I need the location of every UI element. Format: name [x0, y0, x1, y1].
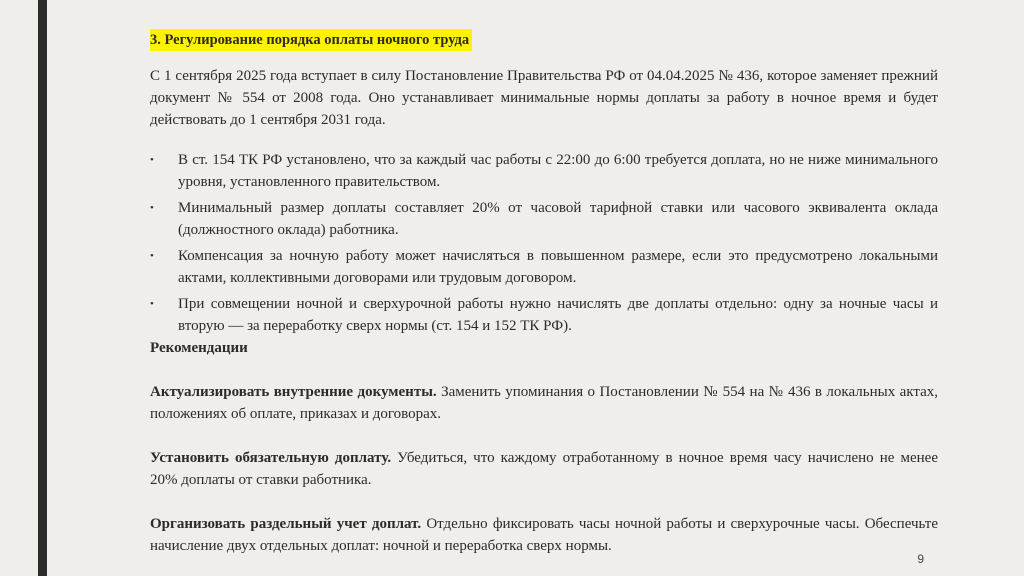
recommendation-lead: Актуализировать внутренние документы.: [150, 384, 437, 400]
bullet-item: [150, 293, 938, 337]
recommendation-text: Убедиться, что каждому отработанному в ночное время часу начислено не менее 20% доплаты от ставки работника.: [150, 450, 938, 488]
page-number: 9: [917, 552, 924, 566]
bullet-list: [150, 149, 938, 337]
bullet-icon: •: [150, 250, 154, 262]
bullet-text: В ст. 154 ТК РФ установлено, что за каждый час работы с 22:00 до 6:00 требуется доплата, но не ниже минимального уровня, установленного правительством.: [178, 152, 938, 190]
recommendation-lead: Организовать раздельный учет доплат.: [150, 516, 422, 532]
section-heading-wrap: [150, 29, 938, 51]
recommendation-item: [150, 447, 938, 491]
bullet-item: [150, 245, 938, 289]
left-decorative-stripe: [38, 0, 47, 576]
recommendation-text: Отдельно фиксировать часы ночной работы и сверхурочные часы. Обеспечьте начисление двух отдельных доплат: ночной и переработка сверх нормы.: [150, 516, 939, 554]
bullet-item: [150, 197, 938, 241]
recommendation-lead: Установить обязательную доплату.: [150, 450, 392, 466]
bullet-text: Минимальный размер доплаты составляет 20% от часовой тарифной ставки или часового эквивалента оклада (должностного оклада) работника.: [178, 200, 938, 238]
bullet-icon: •: [150, 202, 154, 214]
recommendation-text: Заменить упоминания о Постановлении № 554 на № 436 в локальных актах, положениях об оплате, приказах и договорах.: [150, 384, 938, 422]
bullet-item: [150, 149, 938, 193]
bullet-icon: •: [150, 298, 154, 310]
recommendations-title: Рекомендации: [150, 340, 248, 356]
slide-content: [150, 29, 938, 557]
left-margin: [0, 0, 38, 576]
recommendation-item: [150, 513, 938, 557]
recommendation-item: [150, 381, 938, 425]
section-heading: 3. Регулирование порядка оплаты ночного труда: [150, 29, 472, 51]
intro-paragraph: С 1 сентября 2025 года вступает в силу Постановление Правительства РФ от 04.04.2025 № 436, которое заменяет прежний документ № 554 от 2008 года. Оно устанавливает минимальные нормы доплаты за работу в ночное время и будет действовать до 1 сентября 2031 года.: [150, 68, 938, 128]
bullet-icon: •: [150, 154, 154, 166]
bullet-text: Компенсация за ночную работу может начисляться в повышенном размере, если это предусмотрено локальными актами, коллективными договорами или трудовым договором.: [178, 248, 938, 286]
bullet-text: При совмещении ночной и сверхурочной работы нужно начислять две доплаты отдельно: одну за ночные часы и вторую — за переработку сверх нормы (ст. 154 и 152 ТК РФ).: [178, 296, 938, 334]
